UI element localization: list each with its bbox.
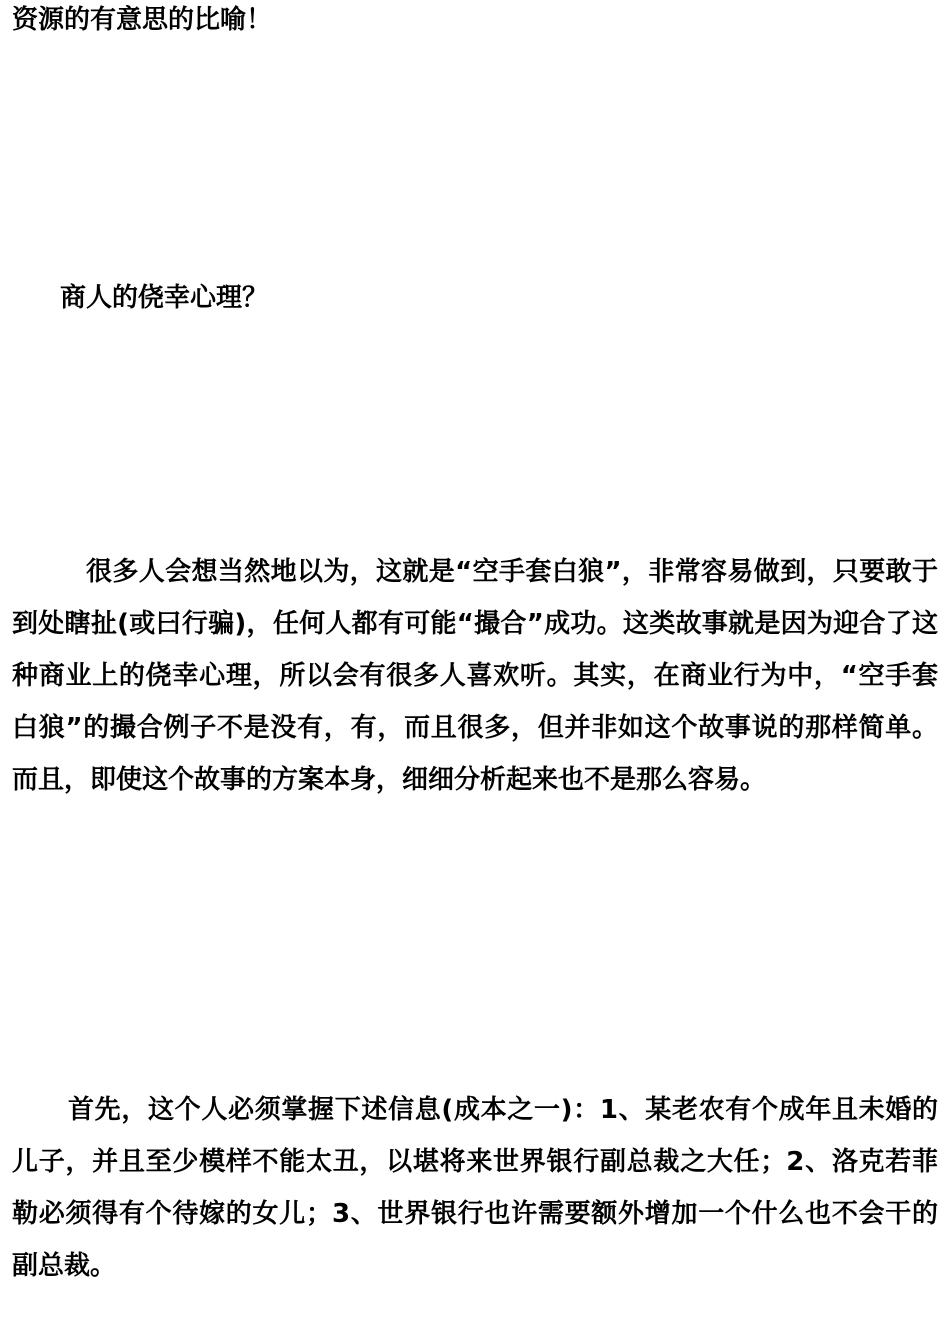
- top-line-text: 资源的有意思的比喻！: [12, 5, 273, 35]
- paragraph-1: [12, 546, 938, 806]
- paragraph-1-text: 很多人会想当然地以为，这就是“空手套白狼”，非常容易做到，只要敢于到处瞎扯(或曰行骗)，任何人都有可能“撮合”成功。这类故事就是因为迎合了这种商业上的侥幸心理，所以会有很多人喜欢听。其实，在商业行为中，“空手套白狼”的撮合例子不是没有，有，而且很多，但并非如这个故事说的那样简单。而且，即使这个故事的方案本身，细细分析起来也不是那么容易。: [12, 557, 938, 795]
- paragraph-2-text: 首先，这个人必须掌握下述信息(成本之一)：1、某老农有个成年且未婚的儿子，并且至少模样不能太丑，以堪将来世界银行副总裁之大任；2、洛克若菲勒必须得有个待嫁的女儿；3、世界银行也许需要额外增加一个什么也不会干的副总裁。: [12, 1095, 938, 1281]
- section-heading: 商人的侥幸心理？: [60, 283, 269, 313]
- paragraph-2: [12, 1084, 938, 1292]
